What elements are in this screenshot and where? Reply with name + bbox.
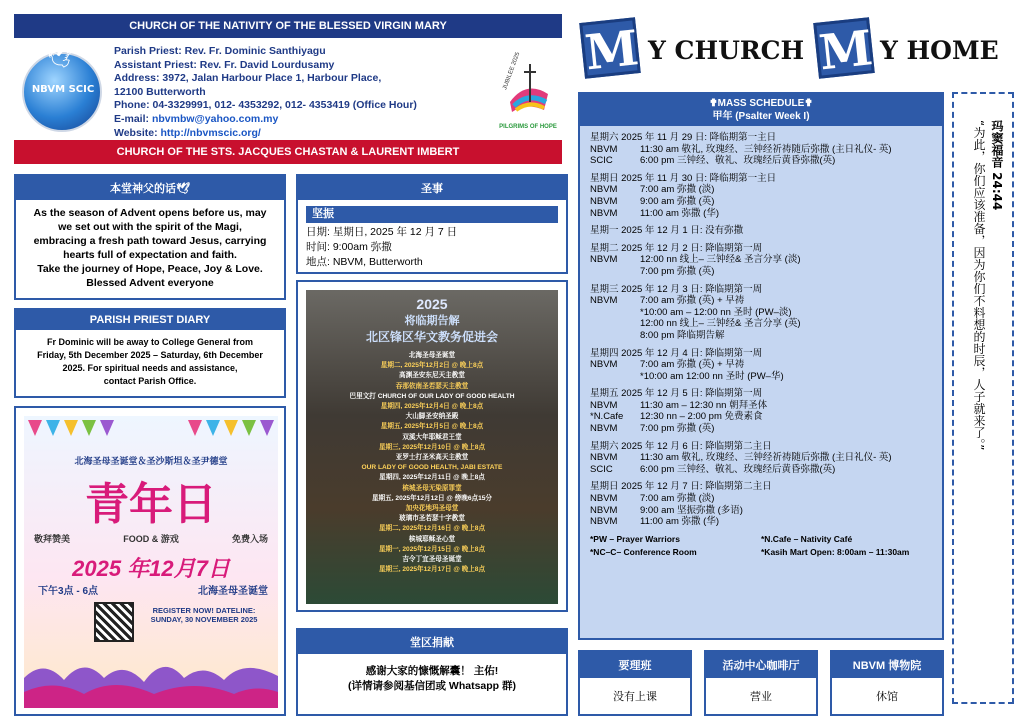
mass-time-detail: 7:00 am 弥撒 (淡) bbox=[640, 493, 715, 505]
mass-church: NBVM bbox=[590, 452, 618, 464]
diary-line: Fr Dominic will be away to College General from bbox=[46, 337, 254, 347]
mass-church bbox=[590, 307, 640, 319]
youth-time: 下午3点 - 6点 bbox=[38, 586, 99, 597]
museum-panel bbox=[830, 650, 944, 716]
mass-church: NBVM bbox=[590, 207, 618, 219]
mass-row bbox=[590, 208, 932, 220]
sacrament-heading: 圣事 bbox=[298, 176, 566, 200]
gospel-verse bbox=[966, 120, 1006, 700]
gospel-verse-panel bbox=[952, 92, 1014, 704]
m-letter-2: M bbox=[813, 17, 875, 79]
poster-entry: 双溪大年耶稣君王堂 bbox=[402, 433, 462, 441]
crowd-silhouette bbox=[24, 648, 278, 708]
mass-church: NBVM bbox=[590, 143, 618, 155]
poster-entry: 槟城耶稣圣心堂 bbox=[408, 535, 456, 543]
mass-time-detail: 7:00 pm 弥撒 (英) bbox=[640, 423, 715, 435]
poster-entry: 大山脚圣安纳圣殿 bbox=[405, 413, 459, 421]
mass-day bbox=[590, 173, 932, 219]
poster-entry: 星期三, 2025年12月17日 @ 晚上8点 bbox=[378, 566, 486, 574]
priest-words-line: Blessed Advent everyone bbox=[86, 277, 214, 289]
poster-entry: 加央花地玛圣母堂 bbox=[405, 505, 459, 513]
advent-confession-poster-panel bbox=[296, 280, 568, 612]
mass-church: NBVM bbox=[590, 493, 618, 505]
mass-church: NBVM bbox=[590, 359, 618, 371]
youth-register: REGISTER NOW! DATELINE: SUNDAY, 30 NOVEMBER 2025 bbox=[150, 606, 258, 624]
poster-year: 2025 bbox=[416, 296, 448, 312]
donation-line-1: 感谢大家的慷慨解囊！ 主佑! bbox=[365, 665, 499, 677]
mass-row bbox=[590, 318, 932, 330]
poster-entry: 亚罗士打圣米高天主教堂 bbox=[395, 454, 469, 462]
mass-time-detail: 7:00 am 弥撒 (英) + 早祷 bbox=[640, 295, 745, 307]
poster-entry: 星期二, 2025年12月16日 @ 晚上8点 bbox=[378, 525, 486, 533]
mass-time-detail: 11:30 am – 12:30 nn 朝拜圣体 bbox=[640, 399, 768, 411]
youth-venue: 北海圣母圣诞堂 bbox=[198, 586, 268, 597]
mass-day-title: 星期日 2025 年 11 月 30 日: 降临期第一主日 bbox=[590, 172, 777, 184]
diary-heading: PARISH PRIEST DIARY bbox=[16, 310, 284, 330]
priest-words-panel bbox=[14, 174, 286, 300]
diary-line: Friday, 5th December 2025 – Saturday, 6th December bbox=[37, 350, 263, 360]
m-letter-1: M bbox=[579, 17, 641, 79]
priest-words-line: we set out with the spirit of the Magi, bbox=[58, 221, 242, 233]
mass-row bbox=[590, 359, 932, 371]
jubilee-logo bbox=[496, 50, 560, 136]
poster-entry: 巴里文打 CHURCH OF OUR LADY OF GOOD HEALTH bbox=[349, 392, 515, 400]
mass-legend-item: *Kasih Mart Open: 8:00am – 11:30am bbox=[761, 547, 910, 558]
cafe-heading: 活动中心咖啡厅 bbox=[706, 652, 816, 678]
mass-row bbox=[590, 184, 932, 196]
poster-entry: 星期三, 2025年12月10日 @ 晚上8点 bbox=[378, 443, 486, 451]
catechism-heading: 要理班 bbox=[580, 652, 690, 678]
mass-row bbox=[590, 493, 932, 505]
museum-status: 休馆 bbox=[876, 691, 898, 703]
advent-confession-poster bbox=[306, 290, 558, 604]
dove-icon: 🕊 bbox=[46, 44, 74, 69]
parish-priest: Parish Priest: Rev. Fr. Dominic Santhiyagu bbox=[114, 45, 326, 57]
mass-legend-row bbox=[590, 534, 932, 546]
mass-row bbox=[590, 516, 932, 528]
mass-church bbox=[590, 330, 640, 342]
mass-day bbox=[590, 348, 932, 383]
mass-time-detail: 11:30 am 敬礼, 玫瑰经、三钟经祈祷随后弥撒 (主日礼仪- 英) bbox=[640, 143, 892, 155]
mass-row bbox=[590, 254, 932, 266]
youth-item: 免费入场 bbox=[231, 534, 268, 544]
mass-row bbox=[590, 452, 932, 464]
jubilee-text: JUBILEE 2025 bbox=[502, 51, 522, 91]
address-line-1: Address: 3972, Jalan Harbour Place 1, Harbour Place, bbox=[114, 72, 382, 85]
diary-line: contact Parish Office. bbox=[103, 376, 197, 386]
mass-church: NBVM bbox=[590, 254, 618, 266]
parish-info bbox=[114, 45, 464, 140]
pilgrims-text: PILGRIMS OF HOPE bbox=[499, 124, 557, 130]
mass-row bbox=[590, 371, 932, 383]
mass-time-detail: 7:00 am 弥撒 (英) + 早祷 bbox=[640, 359, 745, 371]
mass-schedule-subheading: 甲年 (Psalter Week I) bbox=[712, 111, 810, 122]
mass-row bbox=[590, 464, 932, 476]
email-label: E-mail: bbox=[114, 112, 150, 125]
mass-church: SCIC bbox=[590, 155, 613, 167]
poster-entry: 星期四, 2025年12月4日 @ 晚上8点 bbox=[380, 403, 484, 411]
poster-entry: 星期四, 2025年12月11日 @ 晚上8点 bbox=[379, 474, 485, 482]
catechism-status: 没有上课 bbox=[613, 691, 657, 703]
youth-item: FOOD & 游戏 bbox=[123, 534, 179, 544]
poster-entry: 星期一, 2025年12月15日 @ 晚上8点 bbox=[378, 545, 486, 553]
banner-church-text: Y CHURCH bbox=[648, 36, 805, 65]
sacrament-place: 地点: NBVM, Butterworth bbox=[306, 256, 423, 268]
mass-church bbox=[590, 266, 640, 278]
mass-schedule-body bbox=[580, 126, 942, 565]
donation-heading: 堂区捐献 bbox=[298, 630, 566, 654]
mass-day bbox=[590, 225, 932, 237]
youth-churches: 北海圣母圣诞堂＆圣沙斯坦＆圣尹德堂 bbox=[74, 456, 228, 466]
mass-legend-row bbox=[590, 547, 932, 559]
website-label: Website: bbox=[114, 126, 158, 139]
email-row bbox=[114, 113, 464, 127]
priest-words-line: embracing a fresh path toward Jesus, carrying bbox=[33, 235, 267, 247]
cafe-status: 营业 bbox=[750, 691, 772, 703]
website-row bbox=[114, 127, 464, 141]
assistant-priest: Assistant Priest: Rev. Fr. David Lourdusamy bbox=[114, 58, 335, 71]
mass-row bbox=[590, 400, 932, 412]
verse-text: “为此，你们应该准备，因为你们不料想的时辰，人子就来了。” bbox=[972, 120, 986, 451]
youth-date: 2025 年12月7日 bbox=[72, 556, 230, 581]
mass-schedule-heading: ✟MASS SCHEDULE✟ bbox=[709, 98, 813, 109]
mass-day-title: 星期四 2025 年 12 月 4 日: 降临期第一周 bbox=[590, 347, 763, 359]
mass-church: *N.Cafe bbox=[590, 411, 624, 423]
second-church-title-bar: CHURCH OF THE STS. JACQUES CHASTAN & LAURENT IMBERT bbox=[14, 140, 562, 164]
poster-title-2: 北区锋区华文教务促进会 bbox=[365, 330, 498, 344]
parish-priest-diary-panel bbox=[14, 308, 286, 398]
mass-time-detail: *10:00 am 12:00 nn 圣时 (PW–华) bbox=[640, 370, 784, 382]
donation-panel bbox=[296, 628, 568, 716]
website-link[interactable]: http://nbvmscic.org/ bbox=[160, 126, 261, 139]
mass-time-detail: 9:00 am 弥撒 (英) bbox=[640, 195, 715, 207]
mass-time-detail: 7:00 pm 弥撒 (英) bbox=[640, 265, 715, 277]
phone: Phone: 04-3329991, 012- 4353292, 012- 4353419 (Office Hour) bbox=[114, 99, 417, 112]
mass-row bbox=[590, 155, 932, 167]
diary-line: 2025. For spiritual needs and assistance, bbox=[62, 363, 238, 373]
mass-church: NBVM bbox=[590, 184, 618, 196]
verse-ref: 玛窦福音 24:44 bbox=[990, 120, 1004, 211]
youth-day-poster-panel bbox=[14, 406, 286, 716]
sacrament-panel bbox=[296, 174, 568, 274]
mass-day-title: 星期六 2025 年 11 月 29 日: 降临期第一主日 bbox=[590, 132, 777, 143]
mass-row bbox=[590, 144, 932, 156]
mass-legend-item: *PW – Prayer Warriors bbox=[590, 533, 680, 544]
youth-day-poster bbox=[24, 416, 278, 708]
poster-title-1: 将临期告解 bbox=[404, 315, 460, 327]
mass-row bbox=[590, 505, 932, 517]
bunting-decoration bbox=[24, 416, 278, 456]
mass-row bbox=[590, 196, 932, 208]
poster-entry: 星期二, 2025年12月2日 @ 晚上8点 bbox=[380, 362, 484, 370]
mass-row bbox=[590, 330, 932, 342]
mass-day bbox=[590, 388, 932, 434]
mass-row bbox=[590, 266, 932, 278]
mass-legend-item: *N.Cafe – Nativity Café bbox=[761, 533, 853, 544]
mass-time-detail: 7:00 am 弥撒 (淡) bbox=[640, 184, 715, 196]
mass-time-detail: 6:00 pm 三钟经、敬礼、玫瑰经后黄昏弥撒(英) bbox=[640, 155, 836, 167]
priest-words-line: As the season of Advent opens before us, may bbox=[33, 207, 267, 219]
sacrament-tag: 坚振 bbox=[306, 206, 558, 223]
mass-day bbox=[590, 132, 932, 167]
mass-day-title: 星期五 2025 年 12 月 5 日: 降临期第一周 bbox=[590, 388, 763, 400]
mass-church: NBVM bbox=[590, 423, 618, 435]
mass-church bbox=[590, 318, 640, 330]
mass-church: NBVM bbox=[590, 516, 618, 528]
poster-entry: 高渊圣安东尼天主教堂 bbox=[399, 372, 465, 380]
youth-title: 青年日 bbox=[85, 479, 217, 530]
mass-church bbox=[590, 371, 640, 383]
poster-entry: 玻璃市圣若瑟十字教堂 bbox=[399, 515, 465, 523]
diary-body bbox=[16, 330, 284, 394]
poster-entry: OUR LADY OF GOOD HEALTH, JABI ESTATE bbox=[361, 464, 503, 472]
poster-entry: 北海圣母圣诞堂 bbox=[408, 352, 456, 359]
poster-entry: 星期五, 2025年12月12日 @ 傍晚6点15分 bbox=[371, 494, 493, 502]
mass-time-detail: 9:00 am 坚振弥撒 (多语) bbox=[640, 504, 743, 516]
address-line-2: 12100 Butterworth bbox=[114, 85, 206, 98]
priest-words-line: Take the journey of Hope, Peace, Joy & Love. bbox=[37, 263, 263, 275]
mass-day bbox=[590, 284, 932, 342]
mass-schedule-header bbox=[580, 94, 942, 126]
cafe-panel bbox=[704, 650, 818, 716]
donation-line-2: (详情请参阅基信团或 Whatsapp 群) bbox=[348, 680, 516, 692]
mass-time-detail: 11:30 am 敬礼, 玫瑰经、三钟经祈祷随后弥撒 (主日礼仪- 英) bbox=[640, 452, 892, 464]
logo-text: NBVM SCIC bbox=[31, 84, 95, 95]
poster-entry: 星期五, 2025年12月5日 @ 晚上8点 bbox=[380, 423, 484, 431]
mass-church: NBVM bbox=[590, 399, 618, 411]
mass-row bbox=[590, 423, 932, 435]
mass-schedule-panel bbox=[578, 92, 944, 640]
qr-code[interactable] bbox=[94, 602, 134, 642]
priest-words-heading: 本堂神父的话🕊 bbox=[16, 176, 284, 200]
poster-entry: 槟城圣母无染原罪堂 bbox=[402, 484, 462, 492]
mass-church: NBVM bbox=[590, 195, 618, 207]
banner-home-text: Y HOME bbox=[880, 36, 999, 65]
mass-row bbox=[590, 411, 932, 423]
sacrament-body bbox=[298, 200, 566, 276]
museum-heading: NBVM 博物院 bbox=[832, 652, 942, 678]
mass-time-detail: 8:00 pm 降临期告解 bbox=[640, 329, 725, 341]
mass-time-detail: 6:00 pm 三钟经、敬礼、玫瑰经后黄昏弥撒(英) bbox=[640, 463, 836, 475]
catechism-panel bbox=[578, 650, 692, 716]
mass-time-detail: 12:00 nn 线上– 三钟经& 圣言分享 (淡) bbox=[640, 254, 801, 266]
mass-time-detail: 11:00 am 弥撒 (华) bbox=[640, 207, 720, 219]
mass-church: SCIC bbox=[590, 463, 613, 475]
sacrament-time: 时间: 9:00am 弥撒 bbox=[306, 241, 392, 253]
mass-church: NBVM bbox=[590, 295, 618, 307]
my-church-my-home-banner bbox=[578, 14, 1018, 86]
priest-words-line: hearts full of expectation and faith. bbox=[63, 249, 237, 261]
mass-day-title: 星期六 2025 年 12 月 6 日: 降临期第二主日 bbox=[590, 440, 772, 452]
mass-row bbox=[590, 307, 932, 319]
church-title-bar: CHURCH OF THE NATIVITY OF THE BLESSED VIRGIN MARY bbox=[14, 14, 562, 38]
poster-entry: 吉令丁宜圣母圣诞堂 bbox=[402, 556, 462, 564]
mass-church: NBVM bbox=[590, 504, 618, 516]
email-link[interactable]: nbvmbw@yahoo.com.my bbox=[151, 112, 279, 125]
poster-entry: 吞那依南圣若瑟天主教堂 bbox=[395, 382, 469, 390]
mass-day-title: 星期二 2025 年 12 月 2 日: 降临期第一周 bbox=[590, 242, 763, 254]
mass-day bbox=[590, 441, 932, 476]
sacrament-date: 日期: 星期日, 2025 年 12 月 7 日 bbox=[306, 226, 458, 238]
priest-words-body bbox=[16, 200, 284, 296]
mass-time-detail: 12:00 nn 线上– 三钟经& 圣言分享 (英) bbox=[640, 318, 801, 330]
mass-day bbox=[590, 481, 932, 527]
mass-time-detail: *10:00 am – 12:00 nn 圣时 (PW–淡) bbox=[640, 306, 792, 318]
mass-row bbox=[590, 295, 932, 307]
youth-item: 敬拜赞美 bbox=[34, 534, 71, 544]
mass-day bbox=[590, 243, 932, 278]
mass-time-detail: 11:00 am 弥撒 (华) bbox=[640, 516, 720, 528]
mass-day-title: 星期日 2025 年 12 月 7 日: 降临期第二主日 bbox=[590, 481, 772, 493]
donation-body bbox=[298, 654, 566, 704]
mass-day-title: 星期一 2025 年 12 月 1 日: 没有弥撒 bbox=[590, 225, 744, 237]
mass-day-title: 星期三 2025 年 12 月 3 日: 降临期第一周 bbox=[590, 283, 763, 295]
mass-time-detail: 12:30 nn – 2:00 pm 免费素食 bbox=[640, 411, 763, 423]
mass-legend-item: *NC–C– Conference Room bbox=[590, 547, 697, 558]
